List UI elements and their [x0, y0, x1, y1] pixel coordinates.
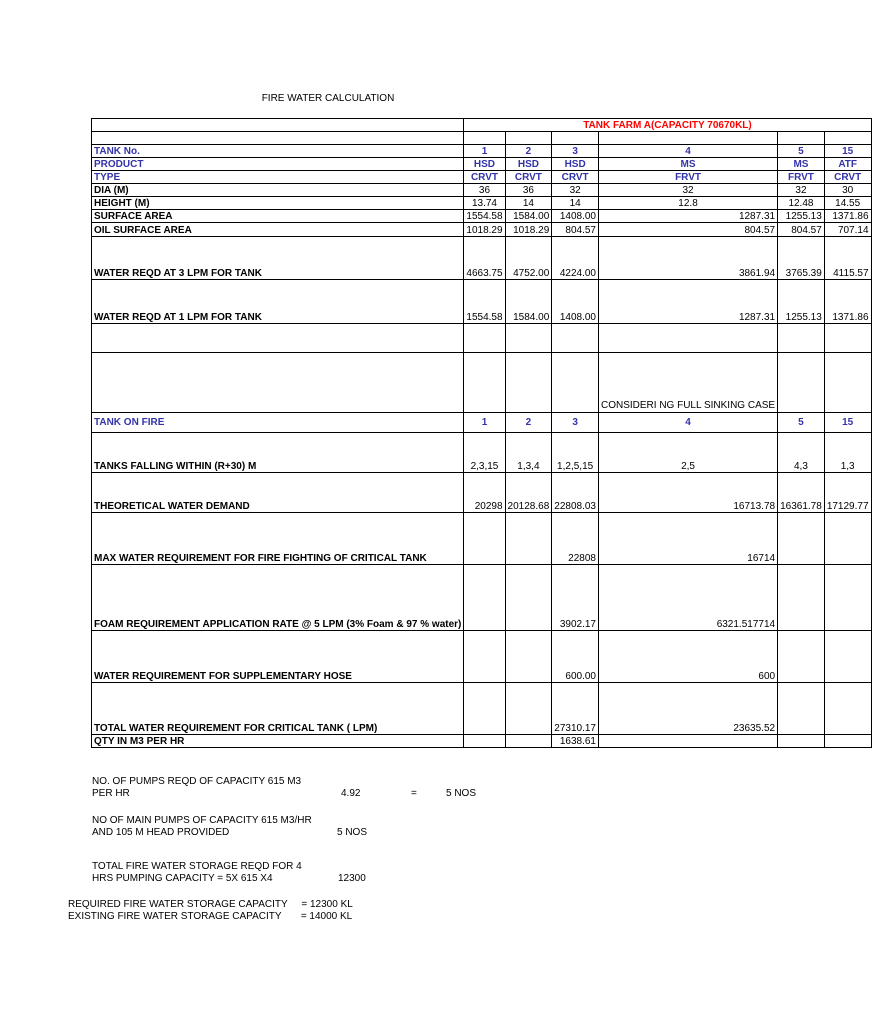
tank-farm-header: TANK FARM A(CAPACITY 70670KL) — [464, 119, 871, 132]
cell: 1371.86 — [824, 210, 871, 223]
cell: 1554.58 — [464, 280, 505, 324]
qty-m3-row — [92, 735, 872, 748]
main-pumps-line2: AND 105 M HEAD PROVIDED — [92, 827, 230, 838]
cell — [778, 683, 825, 735]
theoretical-demand-row — [92, 473, 872, 513]
cell: 32 — [778, 184, 825, 197]
cell: CRVT — [464, 171, 505, 184]
cell: 804.57 — [552, 223, 599, 237]
foam-row — [92, 565, 872, 631]
cell: 20298 — [464, 473, 505, 513]
cell — [464, 735, 505, 748]
cell — [505, 513, 552, 565]
page-title: FIRE WATER CALCULATION — [261, 93, 395, 104]
fire-water-table — [91, 118, 872, 748]
cell: 6321.517714 — [598, 565, 777, 631]
height-row — [92, 197, 872, 210]
cell: 14 — [505, 197, 552, 210]
dia-row — [92, 184, 872, 197]
cell: 1 — [464, 145, 505, 158]
farm-header-row — [92, 119, 872, 132]
cell: 13.74 — [464, 197, 505, 210]
cell: 3765.39 — [778, 237, 825, 280]
cell: 16714 — [598, 513, 777, 565]
cell — [824, 735, 871, 748]
cell: 4752.00 — [505, 237, 552, 280]
cell: 22808.03 — [552, 473, 599, 513]
cell: HSD — [552, 158, 599, 171]
cell: 30 — [824, 184, 871, 197]
cell: 2 — [505, 413, 552, 433]
cell: 1,3 — [824, 433, 871, 473]
cell: 1371.86 — [824, 280, 871, 324]
cell: 1638.61 — [552, 735, 599, 748]
cell: 1,2,5,15 — [552, 433, 599, 473]
cell: 20128.68 — [505, 473, 552, 513]
cell — [505, 735, 552, 748]
considering-note: CONSIDERI NG FULL SINKING CASE — [598, 353, 777, 413]
cell — [824, 631, 871, 683]
cell: MS — [598, 158, 777, 171]
cell: 15 — [824, 413, 871, 433]
cell: 1,3,4 — [505, 433, 552, 473]
cell: 22808 — [552, 513, 599, 565]
cell — [464, 683, 505, 735]
cell: 1584.00 — [505, 280, 552, 324]
cell: 32 — [598, 184, 777, 197]
cell: 707.14 — [824, 223, 871, 237]
cell — [505, 683, 552, 735]
cell: 4 — [598, 413, 777, 433]
row-label: PRODUCT — [92, 158, 464, 171]
cell: 4224.00 — [552, 237, 599, 280]
main-pumps-line1: NO OF MAIN PUMPS OF CAPACITY 615 M3/HR — [92, 815, 312, 826]
storage-value: 12300 — [338, 873, 366, 884]
row-label: TANK ON FIRE — [92, 413, 464, 433]
cell: 600.00 — [552, 631, 599, 683]
cell — [598, 735, 777, 748]
row-label: WATER REQD AT 3 LPM FOR TANK — [92, 237, 464, 280]
cell — [778, 631, 825, 683]
cell: 14 — [552, 197, 599, 210]
cell: 4663.75 — [464, 237, 505, 280]
cell: 804.57 — [778, 223, 825, 237]
tank-on-fire-row — [92, 413, 872, 433]
pumps-reqd-line2: PER HR — [92, 788, 130, 799]
cell: 5 — [778, 413, 825, 433]
cell: 17129.77 — [824, 473, 871, 513]
row-label: TANK No. — [92, 145, 464, 158]
cell: HSD — [464, 158, 505, 171]
row-label: TYPE — [92, 171, 464, 184]
cell — [464, 513, 505, 565]
pumps-reqd-result: 5 NOS — [446, 788, 477, 799]
cell — [778, 565, 825, 631]
surface-area-row — [92, 210, 872, 223]
cell: 600 — [598, 631, 777, 683]
row-label: THEORETICAL WATER DEMAND — [92, 473, 464, 513]
cell: CRVT — [552, 171, 599, 184]
cell: 12.8 — [598, 197, 777, 210]
row-label: WATER REQD AT 1 LPM FOR TANK — [92, 280, 464, 324]
cell: 4115.57 — [824, 237, 871, 280]
type-row — [92, 171, 872, 184]
row-label: TOTAL WATER REQUIREMENT FOR CRITICAL TANK ( LPM) — [92, 683, 464, 735]
cell — [464, 631, 505, 683]
pumps-reqd-line1: NO. OF PUMPS REQD OF CAPACITY 615 M3 — [92, 776, 302, 787]
cell: 15 — [824, 145, 871, 158]
cell: 1408.00 — [552, 280, 599, 324]
cell — [505, 565, 552, 631]
cell — [778, 513, 825, 565]
cell: 1408.00 — [552, 210, 599, 223]
row-label: QTY IN M3 PER HR — [92, 735, 464, 748]
cell: 804.57 — [598, 223, 777, 237]
row-label: OIL SURFACE AREA — [92, 223, 464, 237]
cell: 32 — [552, 184, 599, 197]
cell — [505, 631, 552, 683]
cell: 1255.13 — [778, 210, 825, 223]
cell: 1554.58 — [464, 210, 505, 223]
cell: 4,3 — [778, 433, 825, 473]
max-water-row — [92, 513, 872, 565]
cell: 27310.17 — [552, 683, 599, 735]
oil-surface-area-row — [92, 223, 872, 237]
cell: 1287.31 — [598, 210, 777, 223]
considering-row — [92, 353, 872, 413]
row-label: HEIGHT (M) — [92, 197, 464, 210]
tank-no-row — [92, 145, 872, 158]
cell: HSD — [505, 158, 552, 171]
cell: CRVT — [824, 171, 871, 184]
cell: 36 — [505, 184, 552, 197]
cell: 3902.17 — [552, 565, 599, 631]
storage-line2: HRS PUMPING CAPACITY = 5X 615 X4 — [92, 873, 273, 884]
row-label: SURFACE AREA — [92, 210, 464, 223]
cell: 1018.29 — [505, 223, 552, 237]
cell: 2,3,15 — [464, 433, 505, 473]
cell — [778, 735, 825, 748]
cell: 23635.52 — [598, 683, 777, 735]
cell: 14.55 — [824, 197, 871, 210]
cell — [824, 683, 871, 735]
cell: 1255.13 — [778, 280, 825, 324]
row-label: WATER REQUIREMENT FOR SUPPLEMENTARY HOSE — [92, 631, 464, 683]
tanks-falling-row — [92, 433, 872, 473]
cell — [824, 565, 871, 631]
pumps-reqd-value: 4.92 — [341, 788, 361, 799]
cell: CRVT — [505, 171, 552, 184]
cell: 2,5 — [598, 433, 777, 473]
row-label: FOAM REQUIREMENT APPLICATION RATE @ 5 LPM (3% Foam & 97 % water) — [92, 565, 464, 631]
pumps-reqd-equals: = — [411, 788, 417, 799]
cell: 3 — [552, 413, 599, 433]
storage-line1: TOTAL FIRE WATER STORAGE REQD FOR 4 — [92, 861, 302, 872]
total-water-row — [92, 683, 872, 735]
product-row — [92, 158, 872, 171]
cell: 1584.00 — [505, 210, 552, 223]
cell: 12.48 — [778, 197, 825, 210]
cell — [824, 513, 871, 565]
cell: 4 — [598, 145, 777, 158]
cell: 1287.31 — [598, 280, 777, 324]
blank-cell — [92, 119, 464, 132]
cell: 16361.78 — [778, 473, 825, 513]
water-3lpm-row — [92, 237, 872, 280]
cell: FRVT — [778, 171, 825, 184]
cell: ATF — [824, 158, 871, 171]
cell: 1018.29 — [464, 223, 505, 237]
cell: 3 — [552, 145, 599, 158]
cell: 5 — [778, 145, 825, 158]
row-label: TANKS FALLING WITHIN (R+30) M — [92, 433, 464, 473]
cell: MS — [778, 158, 825, 171]
supplementary-row — [92, 631, 872, 683]
main-pumps-value: 5 NOS — [337, 827, 368, 838]
row-label: MAX WATER REQUIREMENT FOR FIRE FIGHTING OF CRITICAL TANK — [92, 513, 464, 565]
water-1lpm-row — [92, 280, 872, 324]
cell: FRVT — [598, 171, 777, 184]
blank-row — [92, 324, 872, 353]
cell: 1 — [464, 413, 505, 433]
cell — [464, 565, 505, 631]
cell: 16713.78 — [598, 473, 777, 513]
required-capacity: REQUIRED FIRE WATER STORAGE CAPACITY = 12300 KL — [68, 899, 353, 910]
cell: 36 — [464, 184, 505, 197]
existing-capacity: EXISTING FIRE WATER STORAGE CAPACITY = 14000 KL — [68, 911, 353, 922]
cell: 3861.94 — [598, 237, 777, 280]
spacer-row — [92, 132, 872, 145]
row-label: DIA (M) — [92, 184, 464, 197]
cell: 2 — [505, 145, 552, 158]
